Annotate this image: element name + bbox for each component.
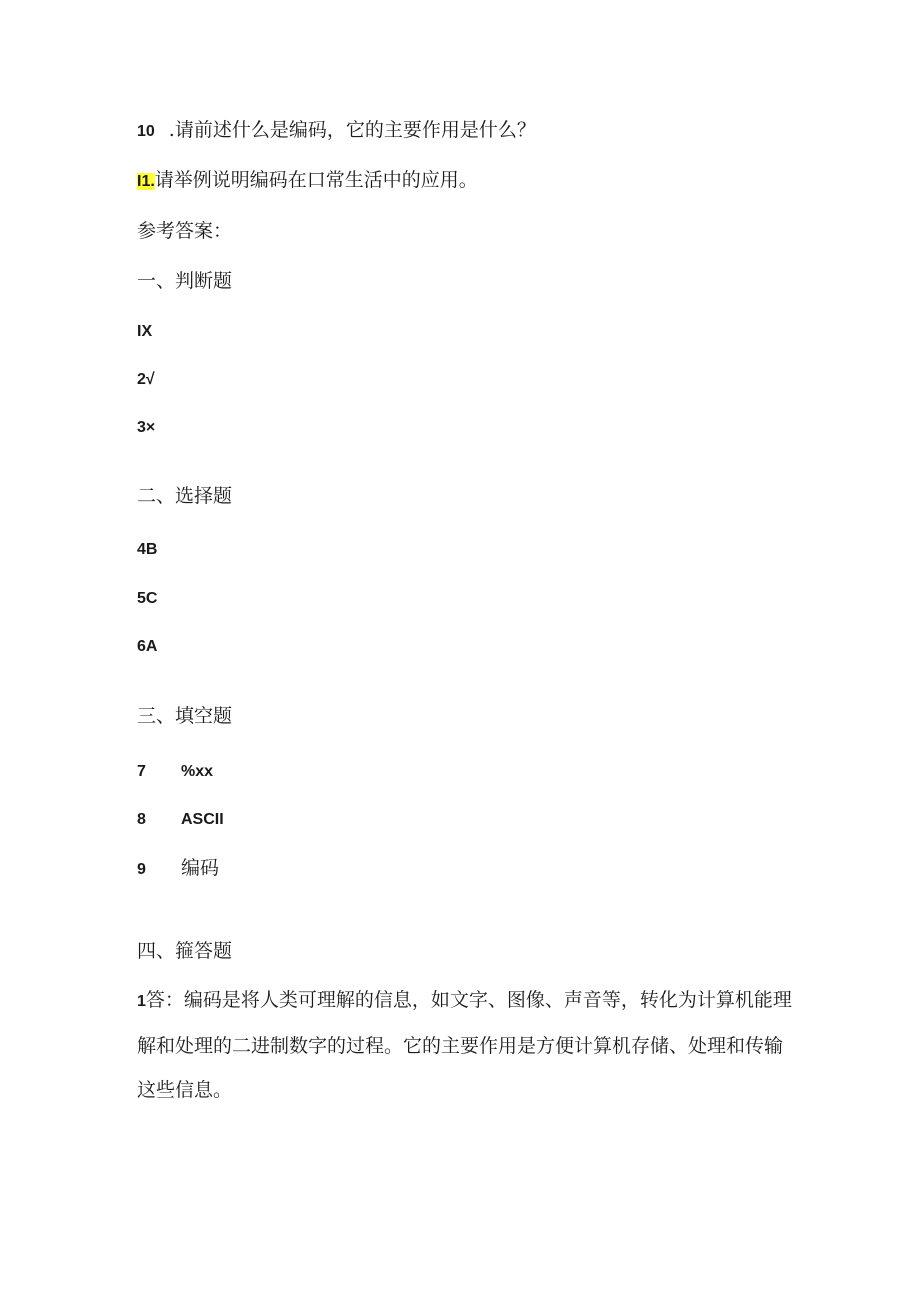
- question-10-number: 10: [137, 123, 155, 140]
- section-3-item-1-number: 7: [137, 763, 146, 780]
- question-11: [137, 168, 478, 194]
- section-3-item-2: [137, 806, 224, 832]
- section-2-item-3: 6A: [137, 638, 158, 655]
- section-4-title: 四、箍答题: [137, 940, 233, 962]
- section-2-title: 二、选择题: [137, 485, 233, 507]
- question-11-number: I1.: [137, 173, 155, 190]
- section-3-item-2-answer: ASCII: [181, 811, 224, 828]
- section-1-item-1: IX: [137, 323, 153, 340]
- section-2-item-2: 5C: [137, 590, 158, 607]
- section-3-item-3: [137, 856, 219, 882]
- section-4-answer-text: 答：编码是将人类可理解的信息，如文字、图像、声音等，转化为计算机能理解和处理的二进制数字的过程。它的主要作用是方便计算机存储、处理和传输这些信息。: [137, 989, 792, 1101]
- section-3-title: 三、填空题: [137, 705, 233, 727]
- section-3-item-3-answer: 编码: [181, 857, 220, 879]
- question-10-text: .请前述什么是编码，它的主要作用是什么？: [168, 119, 536, 141]
- section-4-answer-number: 1: [137, 993, 146, 1010]
- section-3-item-1-answer: %xx: [181, 763, 214, 780]
- question-10: [137, 118, 536, 144]
- section-1-title: 一、判断题: [137, 270, 233, 292]
- section-1-item-3: 3×: [137, 419, 156, 436]
- answers-title: 参考答案：: [137, 220, 233, 242]
- section-1-item-2: 2√: [137, 371, 155, 388]
- section-2-item-1: 4B: [137, 541, 158, 558]
- section-3-item-1: [137, 758, 213, 784]
- question-11-text: 请举例说明编码在口常生活中的应用。: [154, 169, 478, 191]
- section-3-item-3-number: 9: [137, 861, 146, 878]
- section-4-answer: [137, 978, 797, 1112]
- section-3-item-2-number: 8: [137, 811, 146, 828]
